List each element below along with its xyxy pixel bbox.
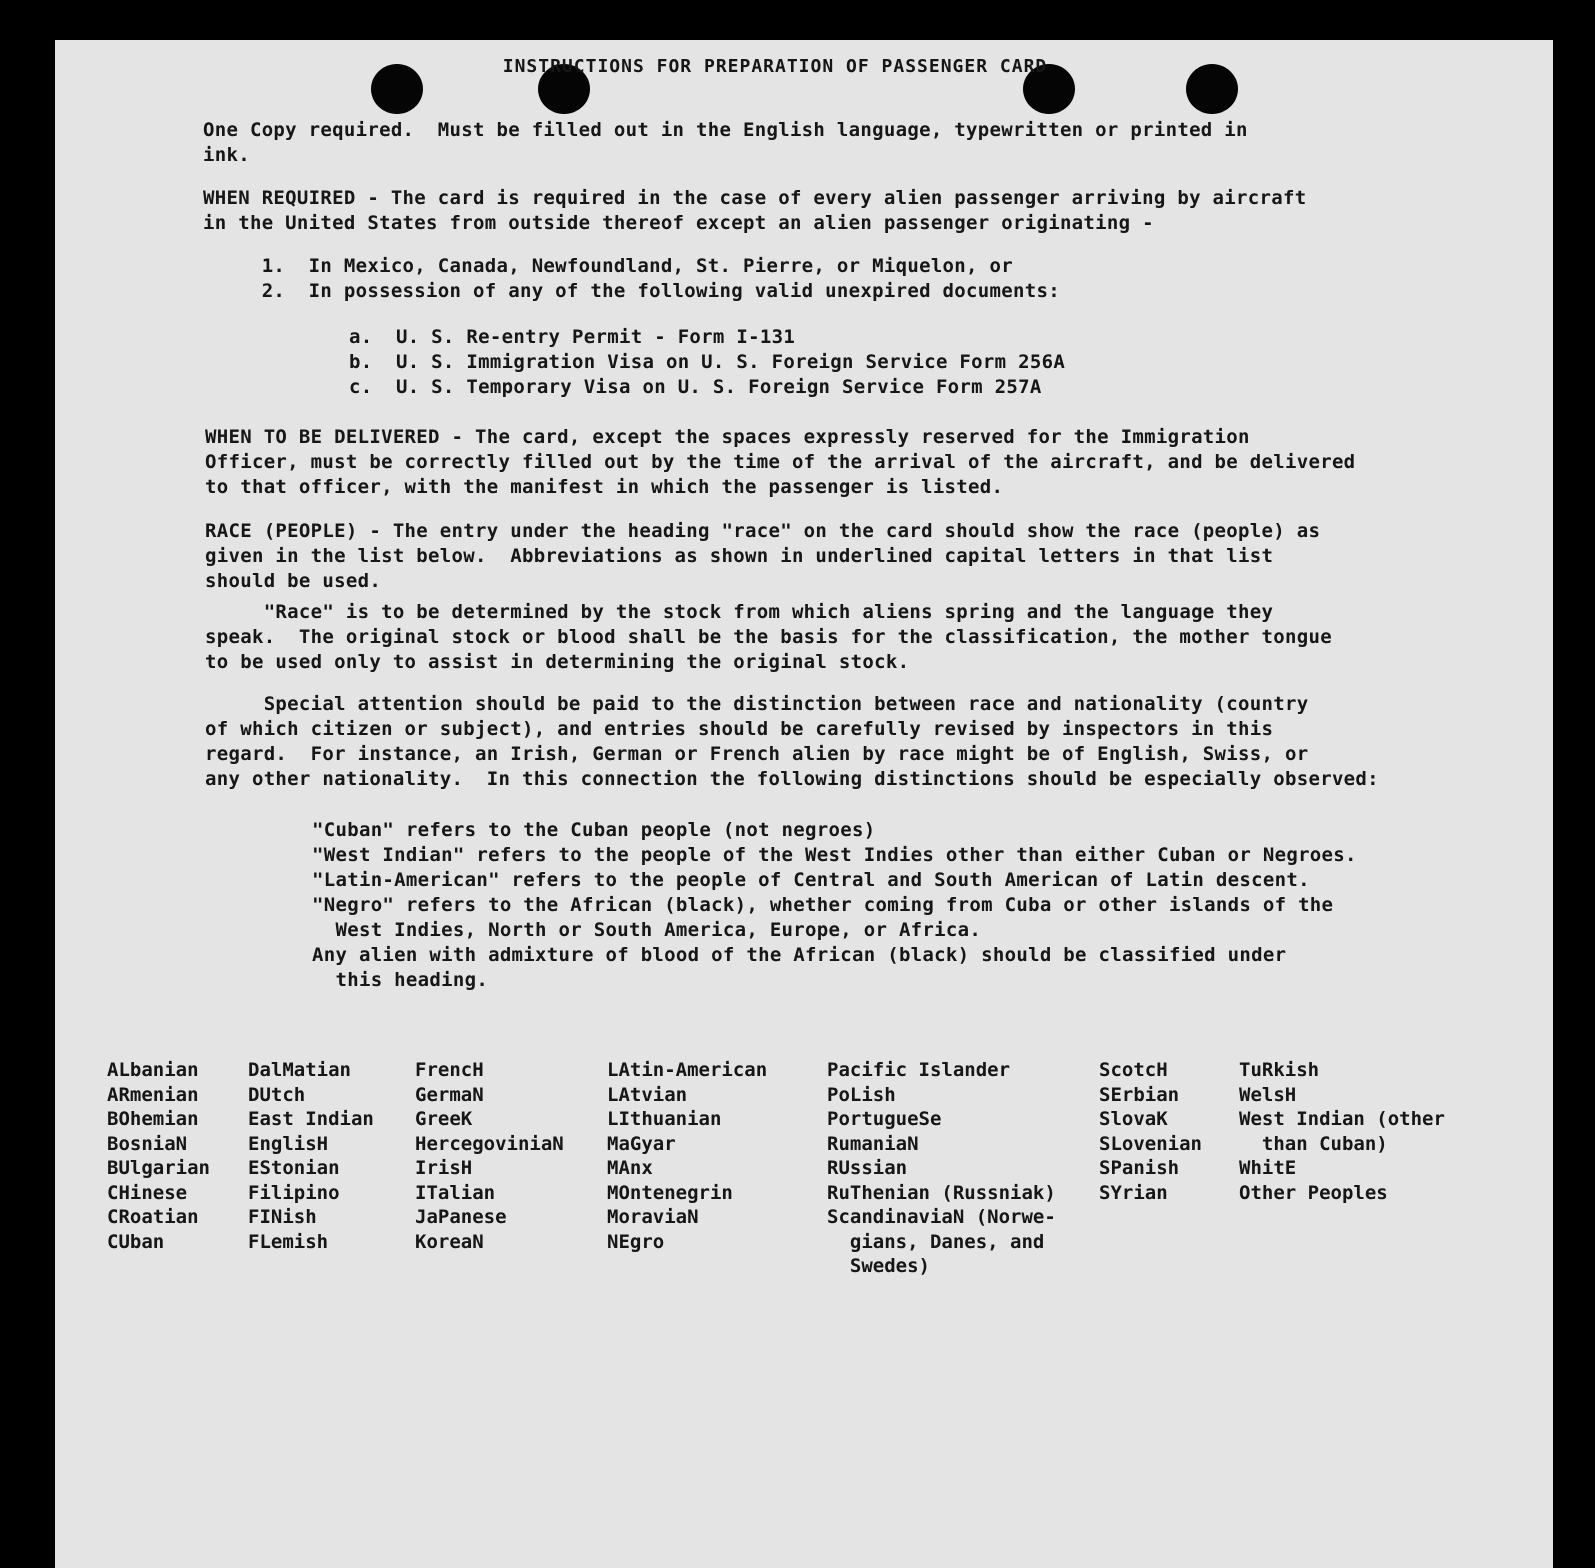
race-entry: BUlgarian [107, 1157, 210, 1179]
race-entry: FLemish [248, 1230, 329, 1253]
race-entry: BOhemian [107, 1108, 199, 1130]
race-entry: EnglisH [248, 1132, 329, 1155]
race-entry: Swedes) [827, 1255, 930, 1277]
race-entry: FrencH [415, 1059, 484, 1081]
race-entry: ScotcH [1099, 1059, 1168, 1081]
race-entry: ALbanian [107, 1059, 199, 1081]
distinctions-list: "Cuban" refers to the Cuban people (not negroes) "West Indian" refers to the people of the West Indies other than either Cuban or Negroes. "Latin-American" refers to the people of Central and South American of Latin descent. "Negro" refers to the African (black), whether coming from Cuba or other islands of the West Indies, North or South America, Europe, or Africa. Any alien with admixture of blood of the African (black) should be classified under this heading. [312, 819, 1357, 991]
race-entry: MOntenegrin [607, 1181, 733, 1204]
race-entry: TuRkish [1239, 1059, 1320, 1081]
special-attention-paragraph: Special attention should be paid to the distinction between race and nationality (country of which citizen or subject), and entries should be carefully revised by inspectors in this regard. For instance, an Irish, German or French alien by race might be of English, Swiss, or any other nationality. In this connection the following distinctions should be especially observed: [205, 693, 1379, 790]
race-column-2 [248, 1058, 374, 1254]
when-required-paragraph: WHEN REQUIRED - The card is required in the case of every alien passenger arriving by aircraft in the United States from outside thereof except an alien passenger originating - [203, 187, 1307, 234]
race-entry: JaPanese [415, 1206, 507, 1228]
race-entry: LIthuanian [607, 1108, 722, 1130]
race-entry: SlovaK [1099, 1108, 1168, 1130]
race-entry: KoreaN [415, 1230, 484, 1253]
race-entry: GermaN [415, 1083, 484, 1106]
race-entry: CRoatian [107, 1206, 199, 1228]
race-entry: IrisH [415, 1157, 473, 1179]
race-entry: East Indian [248, 1108, 374, 1130]
race-entry: ARmenian [107, 1083, 199, 1106]
race-entry: gians, Danes, and [827, 1230, 1045, 1253]
race-column-3 [415, 1058, 564, 1254]
race-entry: RumaniaN [827, 1132, 919, 1155]
race-entry: Other Peoples [1239, 1181, 1388, 1204]
documents-list: a. U. S. Re-entry Permit - Form I-131 b. U. S. Immigration Visa on U. S. Foreign Service Form 256A c. U. S. Temporary Visa on U. S. Foreign Service Form 257A [349, 326, 1066, 398]
race-entry: CUban [107, 1230, 165, 1253]
race-entry: SLovenian [1099, 1132, 1202, 1155]
race-definition-paragraph: "Race" is to be determined by the stock from which aliens spring and the language they speak. The original stock or blood shall be the basis for the classification, the mother tongue to be used only to assist in determining the original stock. [205, 601, 1332, 673]
race-entry: West Indian (other [1239, 1108, 1445, 1130]
race-entry: MAnx [607, 1157, 653, 1179]
race-entry: WhitE [1239, 1157, 1297, 1179]
race-column-1 [107, 1058, 210, 1254]
document-page [55, 40, 1553, 1568]
race-intro-paragraph: RACE (PEOPLE) - The entry under the heading "race" on the card should show the race (people) as given in the list below. Abbreviations as shown in underlined capital letters in that list should be used. [205, 520, 1321, 592]
race-entry: PortugueSe [827, 1108, 942, 1130]
when-delivered-paragraph: WHEN TO BE DELIVERED - The card, except the spaces expressly reserved for the Immigration Officer, must be correctly filled out by the time of the arrival of the aircraft, and be delivered to that officer, with the manifest in which the passenger is listed. [205, 426, 1356, 498]
race-entry: LAtvian [607, 1083, 688, 1106]
race-entry: MaGyar [607, 1132, 676, 1155]
race-entry: SPanish [1099, 1157, 1180, 1179]
race-entry: GreeK [415, 1108, 473, 1130]
race-column-7 [1239, 1058, 1445, 1205]
race-column-4 [607, 1058, 767, 1254]
race-entry: DUtch [248, 1083, 306, 1106]
race-entry: SErbian [1099, 1083, 1180, 1106]
race-entry: than Cuban) [1239, 1132, 1388, 1155]
race-entry: CHinese [107, 1181, 188, 1204]
race-entry: RUssian [827, 1157, 908, 1179]
race-entry: MoraviaN [607, 1206, 699, 1228]
conditions-list: 1. In Mexico, Canada, Newfoundland, St. Pierre, or Miquelon, or 2. In possession of any of the following valid unexpired documents: [261, 255, 1060, 302]
race-entry: SYrian [1099, 1181, 1168, 1204]
race-entry: BosniaN [107, 1132, 188, 1155]
race-entry: LAtin-American [607, 1059, 768, 1081]
page-title: INSTRUCTIONS FOR PREPARATION OF PASSENGER CARD [502, 56, 1048, 77]
race-entry: HercegoviniaN [415, 1132, 564, 1155]
race-entry: ITalian [415, 1181, 496, 1204]
race-entry: FINish [248, 1206, 317, 1228]
race-entry: Filipino [248, 1181, 340, 1204]
race-entry: EStonian [248, 1157, 340, 1179]
race-column-6 [1099, 1058, 1202, 1205]
race-entry: PoLish [827, 1083, 896, 1106]
race-entry: Pacific Islander [827, 1059, 1011, 1081]
intro-paragraph: One Copy required. Must be filled out in the English language, typewritten or printed in ink. [203, 119, 1248, 166]
race-entry: NEgro [607, 1230, 665, 1253]
race-entry: WelsH [1239, 1083, 1297, 1106]
race-entry: DalMatian [248, 1059, 351, 1081]
race-entry: RuThenian (Russniak) [827, 1181, 1056, 1204]
race-column-5 [827, 1058, 1056, 1279]
race-entry: ScandinaviaN (Norwe- [827, 1206, 1056, 1228]
